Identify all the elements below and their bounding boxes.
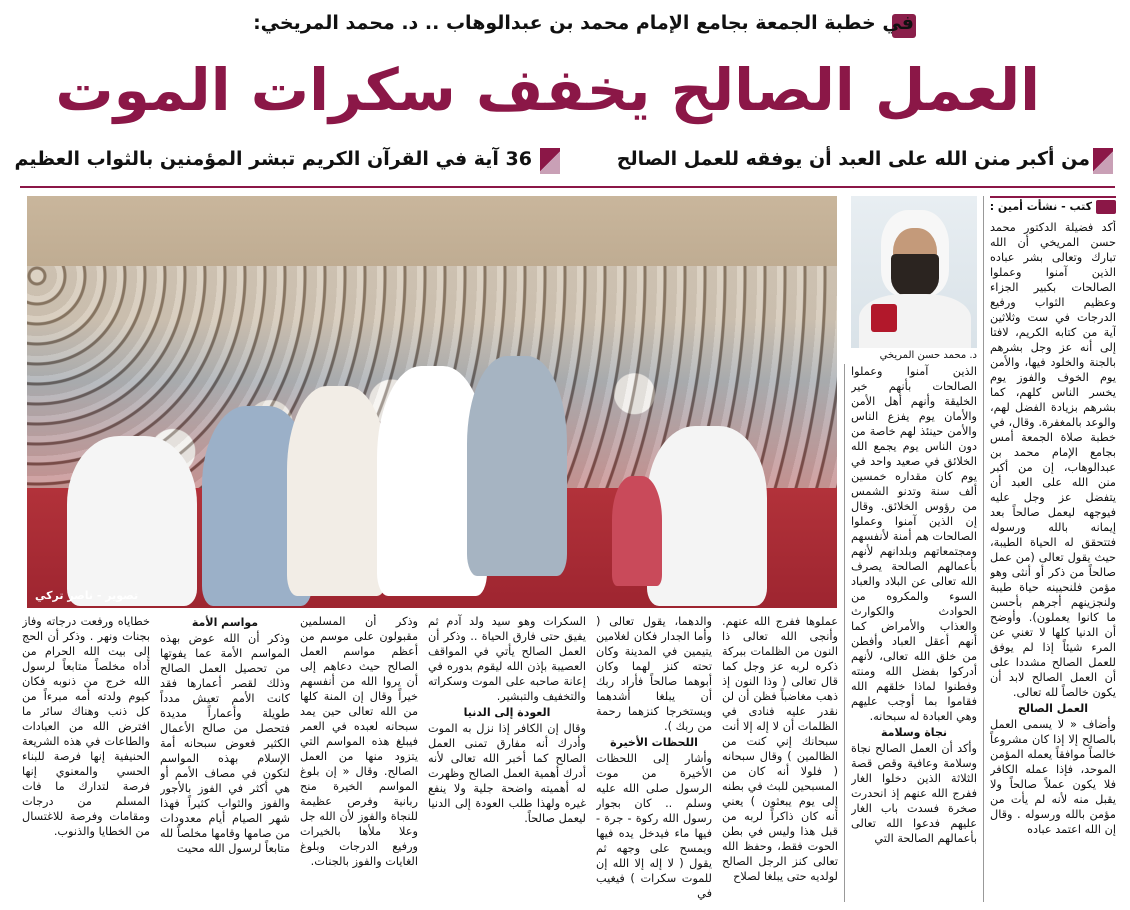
section-subhead: مواسم الأمة bbox=[191, 616, 259, 629]
chevron-icon bbox=[1093, 148, 1113, 174]
headline: العمل الصالح يخفف سكرات الموت bbox=[55, 56, 1040, 124]
article-column-8 bbox=[22, 614, 150, 902]
kicker: في خطبة الجمعة بجامع الإمام محمد بن عبدالوهاب .. د. محمد المريخي: bbox=[253, 12, 914, 34]
mosque-crowd-photo bbox=[27, 196, 837, 608]
article-column-7 bbox=[160, 614, 290, 902]
photo-credit: تصوير - ناصر تركي bbox=[35, 589, 139, 602]
section-subhead: العمل الصالح bbox=[1017, 702, 1089, 715]
paragraph: الذين آمنوا وعملوا الصالحات بأنهم خير الخليقة وأنهم أهل الأمن والأمان يوم يفزع الناس والأمن حينئذ لهم خاصة من دون الناس يوم يجمع الله الخلائق في صعيد واحد في يوم كان مقداره خمسين ألف سنة وتدنو الشمس من رؤوس الخلائق. وقال إن الذين آمنوا وعملوا الصالحات هم أمنة لأنفسهم ومجتمعاتهم وبلدانهم لأنهم بأعمالهم الصالحة يصرف الله تعالى عن البلاد والعباد السوء والمكروه من الحوادث والكوارث والعذاب والأمراض كما أنهم أعقل العباد وأفطن من خلق الله تعالى، لأنهم أدركوا بفضل الله ومنته وفطنوا لماذا خلقهم الله فقاموا بما أوجب عليهم وهي العبادة له سبحانه. bbox=[851, 365, 977, 723]
author: كتب - نشأت أمين : bbox=[989, 200, 1092, 213]
newspaper-logo-icon bbox=[1096, 200, 1116, 214]
paragraph: وأضاف « لا يسمى العمل بالصالح إلا إذا كان مشروعاً خالصاً موافقاً يعمله المؤمن الموحد، فإذا عمله الكافر فلا يكون عملاً صالحاً ولا يقبل منه لأنه لم يأت من مؤمن بالله ورسوله . وقال إن الله اعتمد عباده bbox=[990, 718, 1116, 836]
portrait-caption: د. محمد حسن المريخي bbox=[879, 350, 977, 361]
paragraph: وذكر أن الله عوض بهذه المواسم الأمة عما يفوتها من تحصيل العمل الصالح وذلك لقصر أعمارها فقد كانت الأمم تعيش مدداً طويلة وأعماراً مديدة فتحصل من صالح الأعمال الكثير فعوض سبحانه أمة الإسلام بهذه المواسم لتكون في مصاف الأمم أو هي أكثر في الفوز بالأجور والفوز والثواب كثيراً فهذا شهر الصيام أيام معدودات من صامها وقامها مخلصاً لله متابعاً لرسول الله محيت bbox=[160, 632, 290, 855]
section-subhead: اللحظات الأخيرة bbox=[610, 736, 698, 749]
section-subhead: العودة إلى الدنيا bbox=[463, 706, 551, 719]
paragraph: وأشار إلى اللحظات الأخيرة من موت الرسول صلى الله عليه وسلم .. كان بجوار رسول الله ركوة - جرة - فيها ماء فيدخل يده فيها ويمسح على وجهه ثم يقول ( لا إله إلا الله إن للموت سكرات ) فيغيب في bbox=[596, 752, 712, 900]
byline bbox=[990, 196, 1116, 216]
microphone-icon bbox=[871, 304, 897, 332]
header-rule bbox=[20, 186, 1115, 188]
subheadline-left: 36 آية في القرآن الكريم تبشر المؤمنين بالثواب العظيم bbox=[14, 148, 532, 170]
paragraph: خطاياه ورفعت درجاته وفاز بجنات ونهر . وذكر أن الحج إلى بيت الله الحرام من أداه مخلصاً متابعاً لرسول الله خرج من ذنوبه فكان كيوم ولدته أمه مبرءاً من كل ذنب وهناك سائر ما افترض الله من العبادات والطاعات في هذه الشريعة الحنيفية إنها فرصة للبناء الحسي والمعنوي إنها فرصة لتدارك ما فات المسلم من درجات ومقامات وفرصة للاغتسال من الخطايا والذنوب. bbox=[22, 615, 150, 838]
article-column-4 bbox=[596, 614, 712, 902]
paragraph: وقال إن الكافر إذا نزل به الموت وأدرك أنه مفارق تمنى العمل الصالح كما أخبر الله تعالى لأنه أدرك أهمية العمل الصالح وظهرت له أهميته واضحة جلية ولا ينفع غيره ولهذا طلب العودة إلى الدنيا ليعمل صالحاً. bbox=[428, 722, 586, 825]
paragraph: أكد فضيلة الدكتور محمد حسن المريخي أن الله تبارك وتعالى بشر عباده الذين آمنوا وعملوا الصالحات بكبير الجزاء وعظيم الثواب ورفيع الدرجات في ست وثلاثين آية من كتابه الكريم، لافتا إلى أنه عز وجل بشرهم بالجنة والخلود فيها، والأمن يوم الخوف والفوز يوم يخسر الناس كلهم، كما بشرهم بزيادة الفضل لهم، والوعد بالمغفرة. وقال، في خطبة صلاة الجمعة أمس بجامع الإمام محمد بن عبدالوهاب، إن من أكبر منن الله على العبد أن يتفضل عز وجل عليه فيوجهه ليعمل صالحاً بعد إيمانه بالله ورسوله فتتحقق له الحياة الطيبة، حيث يقول تعالى (من عمل صالحاً من ذكر أو أنثى وهو مؤمن فلنحيينه حياة طيبة ولنجزينهم أجرهم بأحسن ما كانوا يعملون). وأوضح أن الدنيا كلها لا تغني عن المرء شيئاً إذا لم يوفق للعمل الصالح مشددا على أن العمل الصالح لابد أن يكون خالصاً لله تعالى. bbox=[990, 221, 1116, 699]
paragraph: السكرات وهو سيد ولد آدم ثم يفيق حتى فارق الحياة .. وذكر أن العمل الصالح يأتي في المواقف العصيبة بإذن الله ليقوم بدوره في إعانة صاحبه على الموت وسكراته والتخفيف والتبشير. bbox=[428, 615, 586, 703]
paragraph: وأكد أن العمل الصالح نجاة وسلامة وعافية وقص قصة الثلاثة الذين دخلوا الغار ففرج الله عنهم إذ انحدرت صخرة فسدت باب الغار عليهم فدعوا الله تعالى بأعمالهم الصالحة التي bbox=[851, 742, 977, 845]
paragraph: وذكر أن المسلمين مقبولون على موسم من أعظم مواسم العمل الصالح حيث دعاهم إلى أن يروا الله من أنفسهم خيراً وقال إن المنة كلها من الله تعالى حين يمد سبحانه لعبده في العمر فيبلغ هذه المواسم التي يتزود منها من العمل الصالح. وقال « إن بلوغ المواسم الخيرة منح ربانية وفرص عظيمة للنجاة والفوز لأن الله جل وعلا ملأها بالخيرات ورفيع الدرجات وبلوغ الغايات والفوز بالجنات. bbox=[300, 615, 418, 868]
subheadline-right: من أكبر منن الله على العبد أن يوفقه للعمل الصالح bbox=[616, 148, 1090, 170]
article-column-2 bbox=[851, 364, 977, 900]
speaker-portrait bbox=[851, 196, 977, 348]
chevron-icon bbox=[540, 148, 560, 174]
section-subhead: نجاة وسلامة bbox=[881, 726, 947, 739]
article-column-6 bbox=[300, 614, 418, 902]
article-column-5 bbox=[428, 614, 586, 902]
article-column-1 bbox=[990, 220, 1116, 900]
paragraph: عملوها ففرج الله عنهم. وأنجى الله تعالى ذا النون من الظلمات ببركة ذكره لربه عز وجل كما قال تعالى ( وذا النون إذ ذهب مغاضباً فظن أن لن نقدر عليه فنادى في الظلمات أن لا إله إلا أنت سبحانك إني كنت من الظالمين ) وقال سبحانه ( فلولا أنه كان من المسبحين للبث في بطنه إلى يوم يبعثون ) يعني أنه كان ذاكراً لربه من قبل هذا وليس في بطن الحوت فقط، وحفظ الله تعالى كنز الرجل الصالح لولديه حتى يبلغا لصلاح bbox=[722, 615, 838, 883]
paragraph: والدهما، يقول تعالى ( وأما الجدار فكان لغلامين يتيمين في المدينة وكان تحته كنز لهما وكان أبوهما صالحاً فأراد ربك أن يبلغا أشدهما ويستخرجا كنزهما رحمة من ربك ). bbox=[596, 615, 712, 733]
article-column-3 bbox=[722, 614, 838, 902]
